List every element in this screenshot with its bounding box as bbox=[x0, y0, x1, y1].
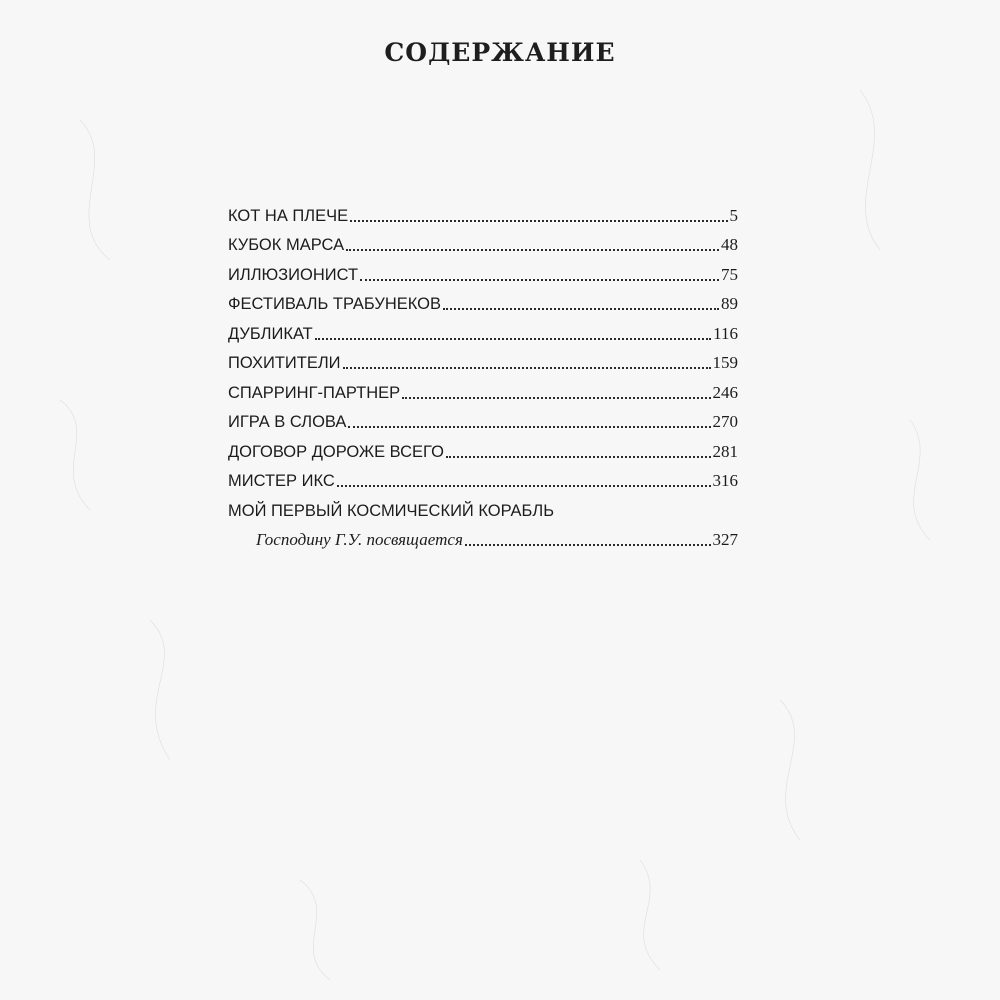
toc-entry-title: ИГРА В СЛОВА bbox=[228, 413, 347, 431]
dot-leader bbox=[315, 337, 711, 340]
toc-entry-page: 316 bbox=[712, 471, 738, 490]
dot-leader bbox=[465, 543, 711, 546]
toc-entry bbox=[228, 432, 738, 462]
toc-entry-page: 281 bbox=[712, 441, 738, 461]
toc-entry-page: 75 bbox=[721, 264, 738, 284]
toc-entry bbox=[228, 403, 738, 433]
toc-entry bbox=[228, 255, 738, 285]
dot-leader bbox=[443, 307, 719, 310]
toc-entry bbox=[228, 344, 738, 374]
toc-entry bbox=[228, 462, 738, 492]
toc-entry-page: 327 bbox=[712, 530, 738, 549]
toc-entry-page: 89 bbox=[721, 294, 738, 313]
toc-entry-title: ФЕСТИВАЛЬ ТРАБУНЕКОВ bbox=[228, 295, 442, 313]
dot-leader bbox=[337, 484, 711, 487]
toc-entry-title: КУБОК МАРСА bbox=[228, 236, 345, 254]
toc-entry-page: 116 bbox=[713, 323, 738, 343]
toc-entry-title: МИСТЕР ИКС bbox=[228, 472, 335, 490]
toc-entry-page: 48 bbox=[721, 235, 738, 254]
dot-leader bbox=[360, 278, 719, 281]
toc-entry bbox=[228, 285, 738, 315]
toc-entry-title: МОЙ ПЕРВЫЙ КОСМИЧЕСКИЙ КОРАБЛЬ bbox=[228, 501, 555, 520]
toc-entry-title: ИЛЛЮЗИОНИСТ bbox=[228, 265, 359, 284]
toc-subentry bbox=[228, 521, 738, 551]
toc-entry bbox=[228, 373, 738, 403]
table-of-contents bbox=[228, 196, 738, 550]
toc-entry-title: КОТ НА ПЛЕЧЕ bbox=[228, 206, 349, 225]
dot-leader bbox=[348, 425, 710, 428]
dot-leader bbox=[350, 219, 727, 222]
dot-leader bbox=[446, 455, 711, 458]
toc-entry-title: СПАРРИНГ-ПАРТНЕР bbox=[228, 383, 401, 402]
toc-subentry-title: Господину Г.У. посвящается bbox=[256, 530, 463, 549]
toc-entry-page: 270 bbox=[712, 412, 738, 431]
toc-entry-title: ПОХИТИТЕЛИ bbox=[228, 354, 341, 372]
toc-entry-page: 159 bbox=[712, 353, 738, 372]
toc-entry bbox=[228, 196, 738, 226]
toc-entry bbox=[228, 314, 738, 344]
toc-title: СОДЕРЖАНИЕ bbox=[384, 38, 616, 67]
toc-entry bbox=[228, 491, 738, 521]
toc-entry-page: 246 bbox=[712, 382, 738, 402]
dot-leader bbox=[402, 396, 710, 399]
toc-entry bbox=[228, 226, 738, 256]
dot-leader bbox=[346, 248, 719, 251]
dot-leader bbox=[343, 366, 711, 369]
toc-entry-page: 5 bbox=[729, 205, 738, 225]
toc-entry-title: ДОГОВОР ДОРОЖЕ ВСЕГО bbox=[228, 442, 444, 461]
toc-entry-title: ДУБЛИКАТ bbox=[228, 324, 313, 343]
